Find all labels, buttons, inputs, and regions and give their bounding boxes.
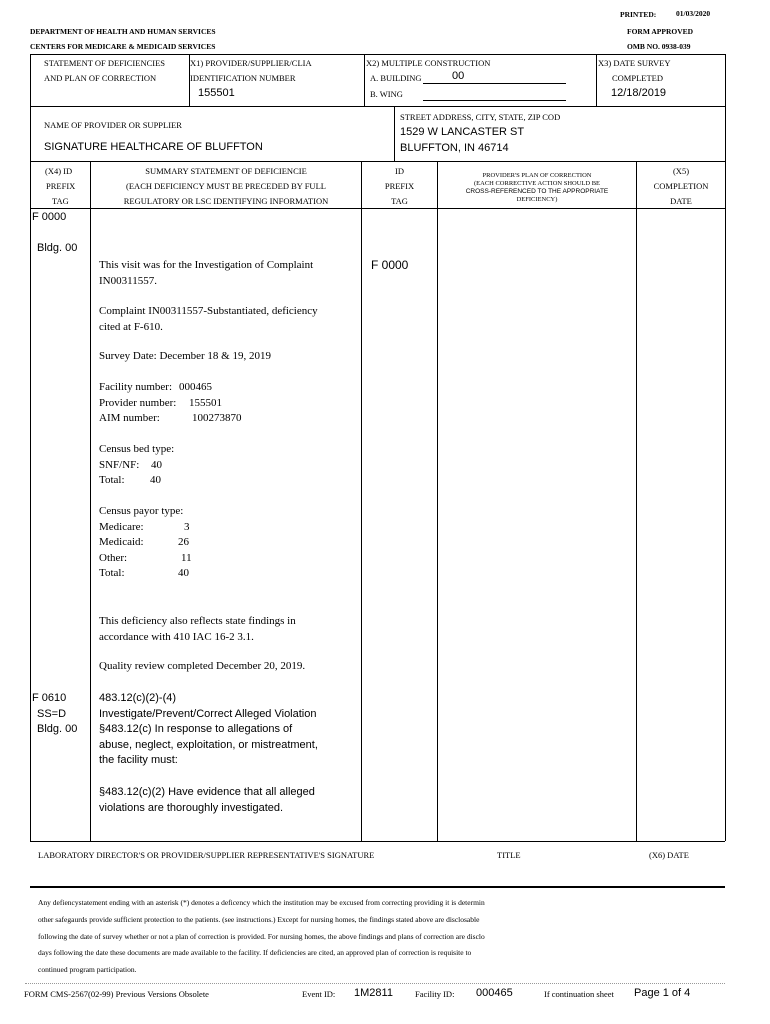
printed-date: 01/03/2020 (676, 9, 711, 18)
provider-id-value: 155501 (198, 87, 235, 99)
event-id-value: 1M2811 (354, 987, 393, 999)
f0610-evidence: §483.12(c)(2) Have evidence that all alleged violations are thoroughly investigated. (99, 786, 315, 814)
director-signature-label: LABORATORY DIRECTOR'S OR PROVIDER/SUPPLIER REPRESENTATIVE'S SIGNATURE (38, 850, 375, 860)
facility-number-value: 000465 (179, 381, 212, 393)
state-findings-paragraph: This deficiency also reflects state findings in accordance with 410 IAC 16-2 3.1. (99, 615, 296, 643)
x6-date-label: (X6) DATE (649, 850, 689, 860)
printed-label: PRINTED: (620, 10, 657, 19)
building-label: A. BUILDING (370, 73, 422, 83)
quality-review-line: Quality review completed December 20, 2019. (99, 660, 306, 672)
deficiency-footnote: Any defiencystatement ending with an asterisk (*) denotes a deficency which the institution may be excused from correcting providing it is determin other safegaurds provide sufficient protection to the patients. (see instructions.) Except for nursing homes, the findings stated above are disclosable following the date of survey whether or not a plan of correction is provided. For nursing homes, the above findings and plans of correction are disclo days following the date these documents are made available to the facility. If deficiencies are cited, an approved plan of correction is requisite to continued program participation. (38, 898, 485, 975)
department-title: DEPARTMENT OF HEALTH AND HUMAN SERVICES (30, 27, 216, 36)
aim-number-label: AIM number: (99, 412, 160, 424)
address-line-1: 1529 W LANCASTER ST (400, 126, 525, 138)
provider-name-label: NAME OF PROVIDER OR SUPPLIER (44, 120, 182, 130)
visit-paragraph: This visit was for the Investigation of Complaint IN00311557. (99, 259, 314, 287)
facility-number-label: Facility number: (99, 381, 173, 393)
medicare-label: Medicare: (99, 521, 144, 533)
complaint-paragraph: Complaint IN00311557-Substantiated, deficiency cited at F-610. (99, 305, 318, 333)
omb-number: OMB NO. 0938-039 (627, 42, 691, 51)
event-id-label: Event ID: (302, 989, 336, 999)
medicaid-label: Medicaid: (99, 536, 144, 548)
provider-name-value: SIGNATURE HEALTHCARE OF BLUFFTON (44, 141, 263, 153)
building-value: 00 (452, 70, 465, 82)
other-label: Other: (99, 552, 128, 564)
census-bed-title: Census bed type: (99, 443, 175, 455)
x1-label-1: X1) PROVIDER/SUPPLIER/CLIA (190, 58, 312, 68)
statement-label-2: AND PLAN OF CORRECTION (44, 73, 157, 83)
census-payor-title: Census payor type: (99, 505, 184, 517)
x5-header-1: (X5) (672, 166, 690, 176)
aim-number-value: 100273870 (192, 412, 242, 424)
survey-date-value: 12/18/2019 (611, 87, 667, 99)
plan-header-3: CROSS-REFERENCED TO THE APPROPRIATE (465, 188, 609, 195)
bldg-00: Bldg. 00 (37, 242, 78, 254)
summary-header-2: (EACH DEFICIENCY MUST BE PRECEDED BY FULL (126, 181, 326, 191)
tag-f0000: F 0000 (32, 211, 67, 223)
plan-header-1: PROVIDER'S PLAN OF CORRECTION (482, 172, 592, 179)
facility-id-value: 000465 (476, 987, 513, 999)
title-label: TITLE (497, 850, 521, 860)
plan-header-4: DEFICIENCY) (516, 196, 558, 203)
medicare-value: 3 (184, 521, 190, 533)
snf-value: 40 (151, 459, 162, 471)
address-label: STREET ADDRESS, CITY, STATE, ZIP COD (400, 112, 561, 122)
f0610-description: 483.12(c)(2)-(4) Investigate/Prevent/Correct Alleged Violation §483.12(c) In response to allegations of abuse, neglect, exploitation, or mistreatment, the facility must: (99, 692, 318, 766)
wing-label: B. WING (370, 89, 403, 99)
id-header-1: ID (395, 166, 404, 176)
x5-header-3: DATE (670, 196, 692, 206)
x3-label-1: X3) DATE SURVEY (598, 58, 671, 68)
total-payor-value: 40 (178, 567, 189, 579)
page-number: Page 1 of 4 (634, 987, 691, 999)
x4-header-3: TAG (52, 196, 69, 206)
x4-header-1: (X4) ID (45, 166, 73, 176)
form-number: FORM CMS-2567(02-99) Previous Versions Obsolete (24, 989, 209, 999)
facility-id-label: Facility ID: (415, 989, 455, 999)
tag-f0610: F 0610 SS=D Bldg. 00 (32, 692, 78, 735)
x4-header-2: PREFIX (46, 181, 76, 191)
medicaid-value: 26 (178, 536, 189, 548)
snf-label: SNF/NF: (99, 459, 140, 471)
total-payor-label: Total: (99, 567, 125, 579)
survey-date-line: Survey Date: December 18 & 19, 2019 (99, 350, 271, 362)
plan-header-2: (EACH CORRECTIVE ACTION SHOULD BE (473, 180, 601, 187)
address-line-2: BLUFFTON, IN 46714 (400, 142, 509, 154)
total-bed-value: 40 (150, 474, 161, 486)
continuation-label: If continuation sheet (544, 989, 614, 999)
provider-number-value: 155501 (189, 397, 222, 409)
id-header-3: TAG (391, 196, 408, 206)
x3-label-2: COMPLETED (612, 73, 663, 83)
provider-number-label: Provider number: (99, 397, 177, 409)
centers-title: CENTERS FOR MEDICARE & MEDICAID SERVICES (30, 42, 216, 51)
id-tag-f0000: F 0000 (371, 258, 409, 272)
other-value: 11 (181, 552, 192, 564)
total-bed-label: Total: (99, 474, 125, 486)
x1-label-2: IDENTIFICATION NUMBER (190, 73, 296, 83)
form-approved: FORM APPROVED (627, 27, 694, 36)
summary-header-1: SUMMARY STATEMENT OF DEFICIENCIE (145, 166, 307, 176)
id-header-2: PREFIX (384, 181, 415, 191)
summary-header-3: REGULATORY OR LSC IDENTIFYING INFORMATION (123, 196, 329, 206)
x5-header-2: COMPLETION (653, 181, 709, 191)
x2-label: X2) MULTIPLE CONSTRUCTION (366, 58, 491, 68)
statement-label-1: STATEMENT OF DEFICIENCIES (44, 58, 166, 68)
